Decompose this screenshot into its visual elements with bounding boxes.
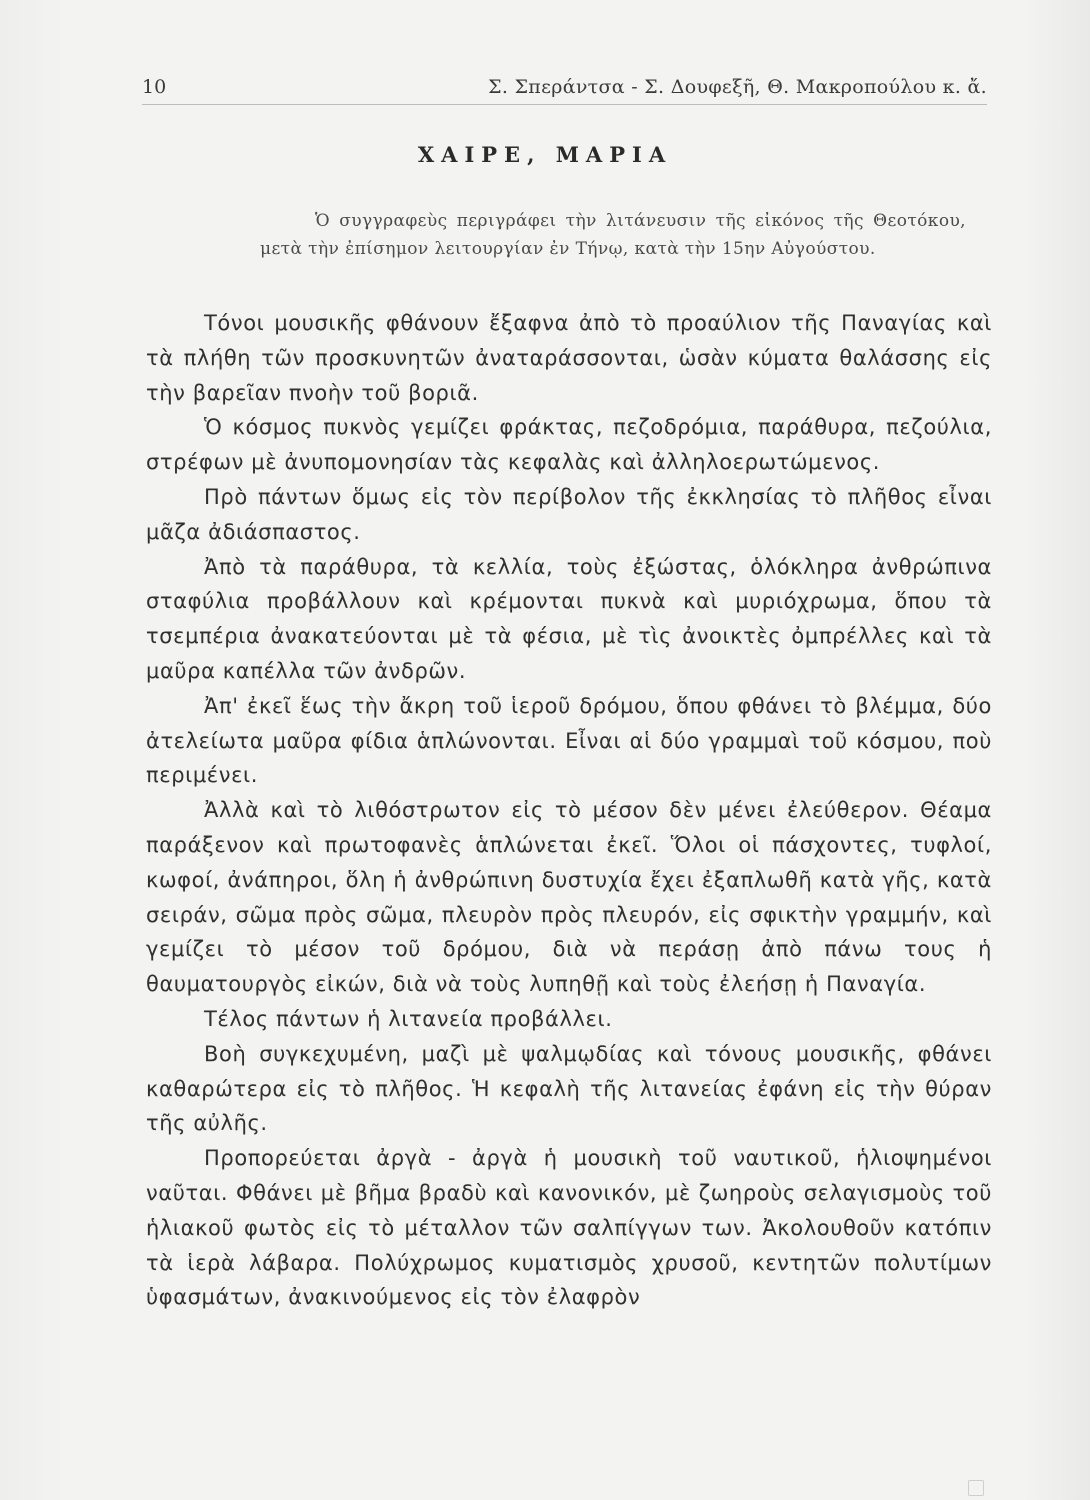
body-text	[146, 306, 992, 1315]
paragraph: Πρὸ πάντων ὅμως εἰς τὸν περίβολον τῆς ἐκκλησίας τὸ πλῆθος εἶναι μᾶζα ἀδιάσπαστος.	[146, 484, 992, 544]
paragraph: Τέλος πάντων ἡ λιτανεία προβάλλει.	[204, 1006, 613, 1031]
paragraph: Προπορεύεται ἀργὰ - ἀργὰ ἡ μουσικὴ τοῦ ναυτικοῦ, ἡλιοψημένοι ναῦται. Φθάνει μὲ βῆμα βραδὺ καὶ κανονικόν, μὲ ζωηροὺς σελαγισμοὺς τοῦ ἡλιακοῦ φωτὸς εἰς τὸ μέταλλον τῶν σαλπίγγων των. Ἀκολουθοῦν κατόπιν τὰ ἱερὰ λάβαρα. Πολύχρωμος κυματισμὸς χρυσοῦ, κεντητῶν πολυτίμων ὑφασμάτων, ἀνακινούμενος εἰς τὸν ἐλαφρὸν	[146, 1146, 992, 1310]
paragraph: Ἀλλὰ καὶ τὸ λιθόστρωτον εἰς τὸ μέσον δὲν μένει ἐλεύθερον. Θέαμα παράξενον καὶ πρωτοφανὲς ἁπλώνεται ἐκεῖ. Ὅλοι οἱ πάσχοντες, τυφλοί, κωφοί, ἀνάπηροι, ὅλη ἡ ἀνθρώπινη δυστυχία ἔχει ἐξαπλωθῆ κατὰ γῆς, κατὰ σειράν, σῶμα πρὸς σῶμα, πλευρὸν πρὸς πλευρόν, εἰς σφικτὴν γραμμήν, καὶ γεμίζει τὸ μέσον τοῦ δρόμου, διὰ νὰ περάσῃ ἀπὸ πάνω τους ἡ θαυματουργὸς εἰκών, διὰ νὰ τοὺς λυπηθῇ καὶ τοὺς ἐλεήσῃ ἡ Παναγία.	[146, 798, 992, 997]
scan-corner-mark	[968, 1480, 984, 1496]
chapter-title: ΧΑΙΡΕ, ΜΑΡΙΑ	[417, 142, 673, 167]
paragraph: Ἀπ' ἐκεῖ ἕως τὴν ἄκρη τοῦ ἱεροῦ δρόμου, ὅπου φθάνει τὸ βλέμμα, δύο ἀτελείωτα μαῦρα φίδια ἁπλώνονται. Εἶναι αἱ δύο γραμμαὶ τοῦ κόσμου, ποὺ περιμένει.	[146, 693, 992, 788]
paragraph: Ὁ κόσμος πυκνὸς γεμίζει φράκτας, πεζοδρόμια, παράθυρα, πεζούλια, στρέφων μὲ ἀνυπομονησίαν τὰς κεφαλὰς καὶ ἀλληλοερωτώμενος.	[146, 415, 992, 475]
paragraph: Ἀπὸ τὰ παράθυρα, τὰ κελλία, τοὺς ἐξώστας, ὁλόκληρα ἀνθρώπινα σταφύλια προβάλλουν καὶ κρέμονται πυκνὰ καὶ μυριόχρωμα, ὅπου τὰ τσεμπέρια ἀνακατεύονται μὲ τὰ φέσια, μὲ τὶς ἀνοικτὲς ὀμπρέλλες καὶ τὰ μαῦρα καπέλλα τῶν ἀνδρῶν.	[146, 554, 992, 683]
paragraph: Βοὴ συγκεχυμένη, μαζὶ μὲ ψαλμῳδίας καὶ τόνους μουσικῆς, φθάνει καθαρώτερα εἰς τὸ πλῆθος. Ἡ κεφαλὴ τῆς λιτανείας ἐφάνη εἰς τὴν θύραν τῆς αὐλῆς.	[146, 1041, 992, 1136]
running-head	[142, 72, 987, 102]
header-authors: Σ. Σπεράντσα - Σ. Δουφεξῆ, Θ. Μακροπούλου κ. ἄ.	[488, 76, 987, 98]
page-number: 10	[142, 76, 167, 98]
header-rule	[142, 104, 987, 105]
paragraph: Τόνοι μουσικῆς φθάνουν ἔξαφνα ἀπὸ τὸ προαύλιον τῆς Παναγίας καὶ τὰ πλήθη τῶν προσκυνητῶν ἀναταράσσονται, ὡσὰν κύματα θαλάσσης εἰς τὴν βαρεῖαν πνοὴν τοῦ βοριᾶ.	[146, 311, 992, 405]
intro-note: Ὁ συγγραφεὺς περιγράφει τὴν λιτάνευσιν τῆς εἰκόνος τῆς Θεοτόκου, μετὰ τὴν ἐπίσημον λειτουργίαν ἐν Τήνῳ, κατὰ τὴν 15ην Αὐγούστου.	[260, 211, 966, 259]
